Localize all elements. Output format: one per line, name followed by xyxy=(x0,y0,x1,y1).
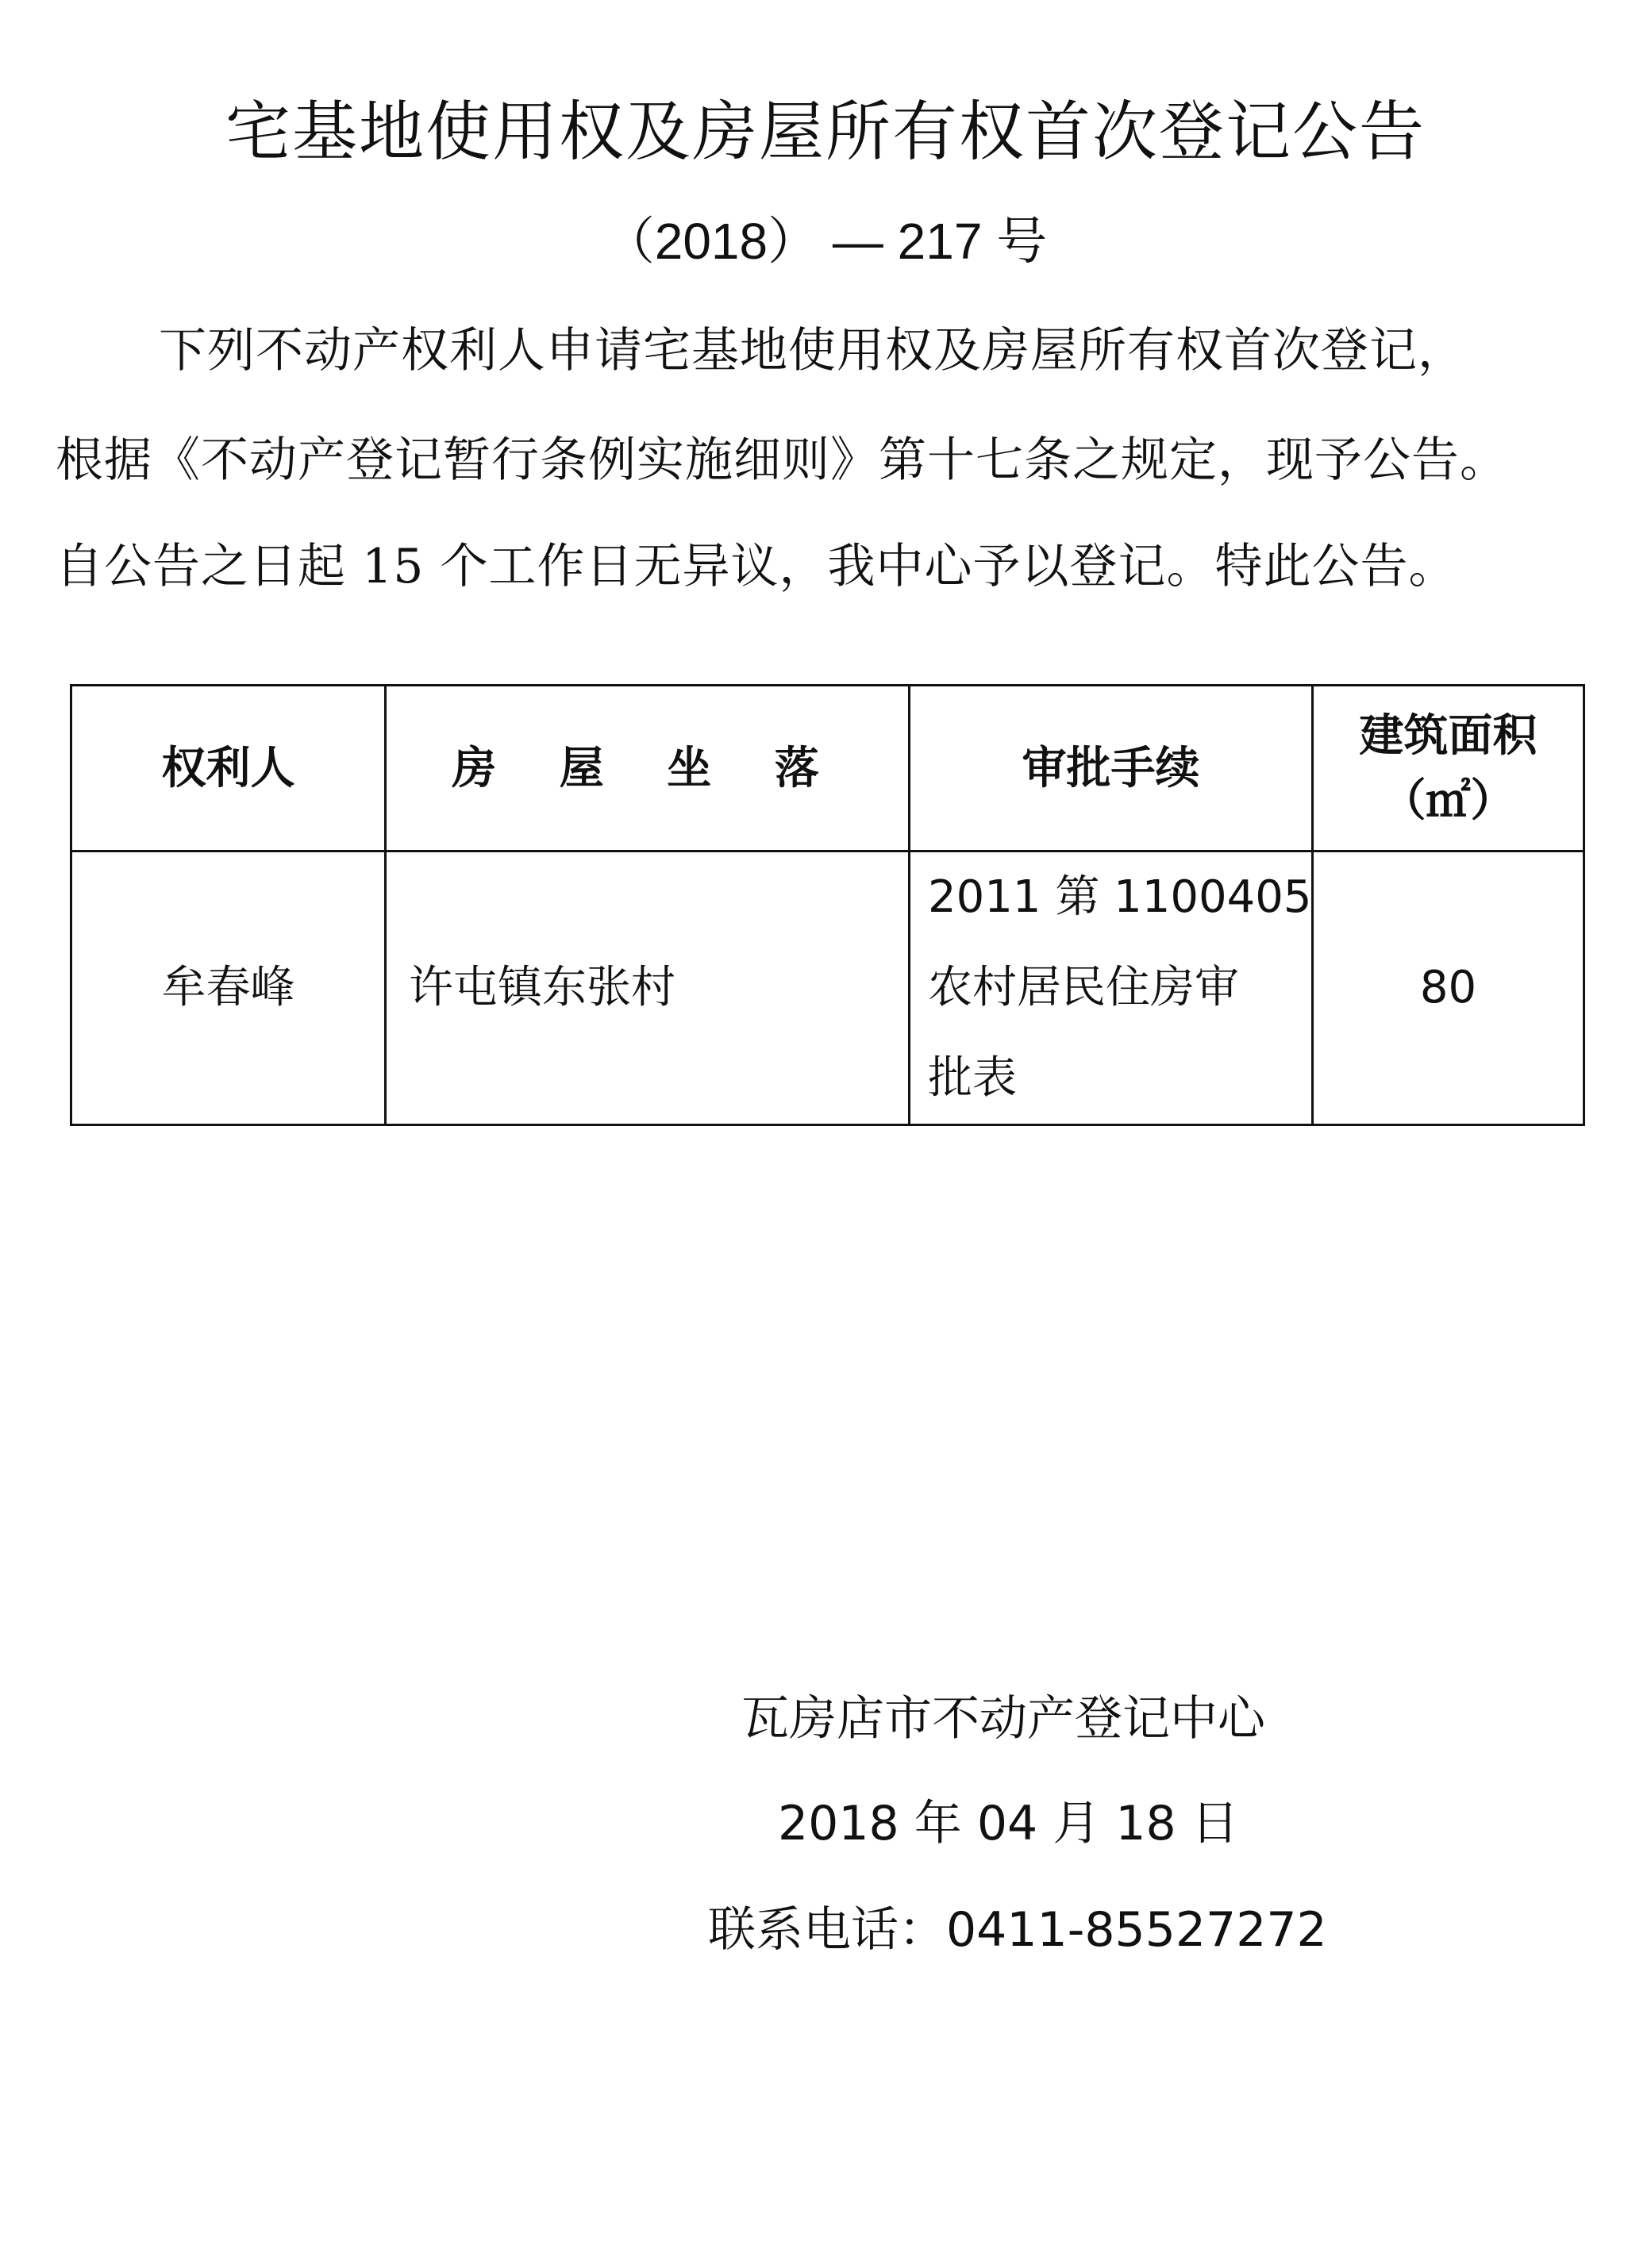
notice-paragraph-line-3: 自公告之日起 15 个工作日无异议，我中心予以登记。特此公告。 xyxy=(56,539,1457,594)
header-area xyxy=(1313,686,1584,851)
header-approval: 审批手续 xyxy=(910,686,1313,851)
cell-location: 许屯镇东张村 xyxy=(386,851,910,1125)
registration-table xyxy=(70,684,1585,1126)
cell-approval xyxy=(910,851,1313,1125)
approval-line-2: 农村居民住房审 xyxy=(928,962,1239,1013)
table-row xyxy=(71,851,1584,1125)
header-owner: 权利人 xyxy=(71,686,386,851)
notice-paragraph-line-1: 下列不动产权利人申请宅基地使用权及房屋所有权首次登记， xyxy=(159,323,1466,379)
header-area-unit: （㎡） xyxy=(1381,775,1515,827)
table-header-row xyxy=(71,686,1584,851)
header-area-label: 建筑面积 xyxy=(1359,709,1537,762)
issuing-organization: 瓦房店市不动产登记中心 xyxy=(741,1691,1265,1747)
contact-phone: 联系电话：0411-85527272 xyxy=(708,1902,1327,1958)
notice-title: 宅基地使用权及房屋所有权首次登记公告 xyxy=(225,94,1426,170)
header-location: 房 屋 坐 落 xyxy=(386,686,910,851)
notice-paragraph-line-2: 根据《不动产登记暂行条例实施细则》第十七条之规定，现予公告。 xyxy=(56,432,1508,488)
approval-line-1: 2011 第 1100405 xyxy=(928,871,1312,923)
cell-area: 80 xyxy=(1313,851,1584,1125)
issue-date: 2018 年 04 月 18 日 xyxy=(778,1796,1239,1851)
approval-line-3: 批表 xyxy=(928,1052,1017,1104)
document-number: （2018） — 217 号 xyxy=(603,213,1048,270)
cell-owner: 牟春峰 xyxy=(71,851,386,1125)
